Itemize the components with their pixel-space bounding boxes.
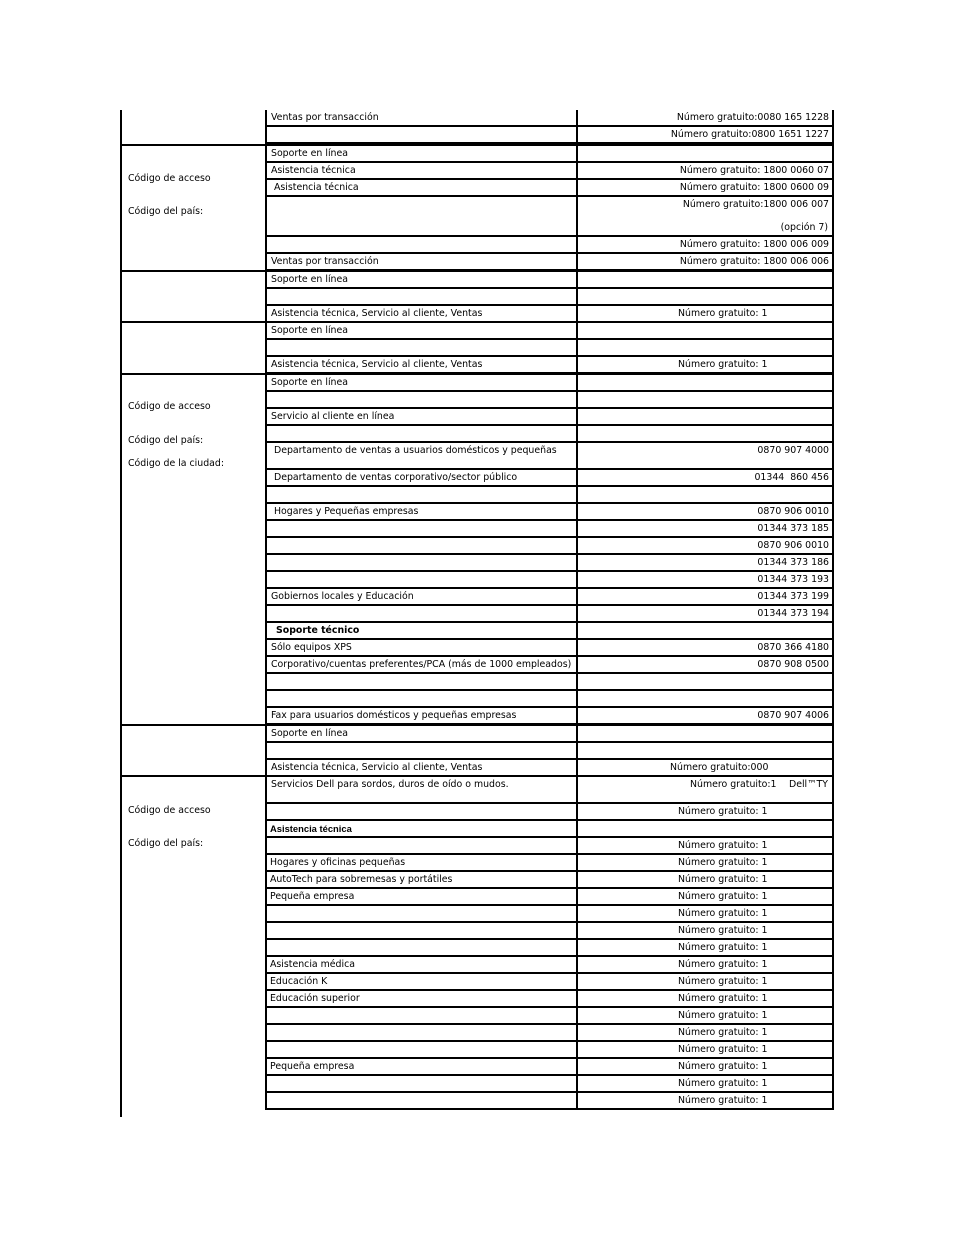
contact-rows bbox=[265, 323, 834, 374]
service-description: Asistencia técnica, Servicio al cliente, Ventas bbox=[265, 357, 576, 374]
contact-rows bbox=[265, 375, 834, 725]
service-description bbox=[265, 487, 576, 504]
table-row bbox=[265, 743, 834, 760]
phone-number: 0870 907 4000 bbox=[576, 443, 834, 470]
service-description: Gobiernos locales y Educación bbox=[265, 589, 576, 606]
contact-rows bbox=[265, 272, 834, 323]
table-row bbox=[265, 1093, 834, 1110]
contact-group-6 bbox=[120, 724, 834, 777]
access-code-label: Código de acceso bbox=[128, 805, 211, 816]
table-row bbox=[265, 940, 834, 957]
service-description: Ventas por transacción bbox=[265, 110, 576, 127]
phone-number bbox=[576, 743, 834, 760]
section-heading: Asistencia técnica bbox=[265, 821, 576, 838]
phone-number: Número gratuito:0080 165 1228 bbox=[576, 110, 834, 127]
phone-number bbox=[576, 323, 834, 340]
service-description: Pequeña empresa bbox=[265, 1059, 576, 1076]
phone-number bbox=[576, 272, 834, 289]
table-row bbox=[265, 640, 834, 657]
table-row bbox=[265, 470, 834, 487]
phone-number bbox=[576, 487, 834, 504]
phone-number bbox=[576, 146, 834, 163]
table-row bbox=[265, 1025, 834, 1042]
phone-number: Número gratuito: 1800 006 009 bbox=[576, 237, 834, 254]
table-row bbox=[265, 674, 834, 691]
country-code-cell bbox=[120, 272, 267, 323]
phone-number: Número gratuito: 1 bbox=[576, 1076, 834, 1093]
service-description: Pequeña empresa bbox=[265, 889, 576, 906]
service-description bbox=[265, 538, 576, 555]
phone-number: 0870 906 0010 bbox=[576, 538, 834, 555]
service-description bbox=[265, 340, 576, 357]
table-row bbox=[265, 392, 834, 409]
service-description: Hogares y oficinas pequeñas bbox=[265, 855, 576, 872]
phone-number bbox=[576, 426, 834, 443]
table-row bbox=[265, 606, 834, 623]
phone-number: Número gratuito: 1 bbox=[576, 872, 834, 889]
table-row bbox=[265, 254, 834, 271]
contact-group-2 bbox=[120, 144, 834, 272]
phone-number: 0870 907 4006 bbox=[576, 708, 834, 725]
country-code-cell bbox=[120, 375, 267, 726]
service-description bbox=[265, 237, 576, 254]
contact-group-7 bbox=[120, 775, 834, 1117]
service-description bbox=[265, 572, 576, 589]
contact-rows bbox=[265, 146, 834, 271]
phone-number: Número gratuito: 1 bbox=[576, 889, 834, 906]
service-description: Corporativo/cuentas preferentes/PCA (más de 1000 empleados) bbox=[265, 657, 576, 674]
table-row bbox=[265, 487, 834, 504]
table-row bbox=[265, 855, 834, 872]
phone-number: 01344 373 194 bbox=[576, 606, 834, 623]
phone-number: 01344 860 456 bbox=[576, 470, 834, 487]
access-code-label: Código de acceso bbox=[128, 401, 211, 412]
country-code-label: Código del país: bbox=[128, 838, 204, 849]
table-row bbox=[265, 974, 834, 991]
country-code-cell bbox=[120, 146, 267, 272]
phone-number: Número gratuito: 1 bbox=[576, 1093, 834, 1110]
phone-number: Número gratuito: 1 bbox=[576, 357, 834, 374]
service-description: Educación superior bbox=[265, 991, 576, 1008]
service-description bbox=[265, 804, 576, 821]
country-code-cell bbox=[120, 110, 267, 144]
service-description bbox=[265, 743, 576, 760]
contact-group-3 bbox=[120, 270, 834, 323]
table-row bbox=[265, 521, 834, 538]
service-description: Servicios Dell para sordos, duros de oído o mudos. bbox=[265, 777, 576, 804]
service-description: Asistencia médica bbox=[265, 957, 576, 974]
phone-number: Número gratuito: 1 bbox=[576, 991, 834, 1008]
service-description: Asistencia técnica bbox=[265, 180, 576, 197]
table-row bbox=[265, 163, 834, 180]
table-row bbox=[265, 146, 834, 163]
phone-number bbox=[576, 197, 834, 237]
table-row bbox=[265, 504, 834, 521]
table-row bbox=[265, 623, 834, 640]
table-row bbox=[265, 906, 834, 923]
service-description bbox=[265, 940, 576, 957]
contact-group-4 bbox=[120, 321, 834, 375]
service-description bbox=[265, 197, 576, 237]
phone-number bbox=[576, 409, 834, 426]
service-description: Soporte en línea bbox=[265, 726, 576, 743]
service-description bbox=[265, 674, 576, 691]
table-row bbox=[265, 555, 834, 572]
service-description: Departamento de ventas a usuarios domésticos y pequeñas bbox=[265, 443, 576, 470]
phone-number bbox=[576, 777, 834, 804]
section-heading: Soporte técnico bbox=[265, 623, 576, 640]
tty-label: Dell™TY bbox=[788, 779, 828, 790]
contact-group-1 bbox=[120, 110, 834, 144]
table-row bbox=[265, 889, 834, 906]
table-row bbox=[265, 777, 834, 804]
phone-number: Número gratuito: 1800 0060 07 bbox=[576, 163, 834, 180]
table-row bbox=[265, 708, 834, 725]
phone-number: Número gratuito: 1 bbox=[576, 1059, 834, 1076]
service-description bbox=[265, 923, 576, 940]
phone-number: 0870 908 0500 bbox=[576, 657, 834, 674]
phone-number bbox=[576, 623, 834, 640]
table-row bbox=[265, 589, 834, 606]
phone-number: 01344 373 193 bbox=[576, 572, 834, 589]
phone-number bbox=[576, 392, 834, 409]
table-row bbox=[265, 838, 834, 855]
contact-group-5 bbox=[120, 373, 834, 726]
table-row bbox=[265, 197, 834, 237]
phone-number bbox=[576, 375, 834, 392]
service-description: Soporte en línea bbox=[265, 272, 576, 289]
service-description bbox=[265, 127, 576, 144]
phone-number: Número gratuito: 1 bbox=[576, 855, 834, 872]
contact-rows bbox=[265, 777, 834, 1110]
service-description: Educación K bbox=[265, 974, 576, 991]
service-description bbox=[265, 426, 576, 443]
phone-number: Número gratuito:0800 1651 1227 bbox=[576, 127, 834, 144]
phone-option-note: (opción 7) bbox=[780, 222, 828, 233]
service-description bbox=[265, 555, 576, 572]
country-code-cell bbox=[120, 323, 267, 375]
phone-number bbox=[576, 289, 834, 306]
service-description: Hogares y Pequeñas empresas bbox=[265, 504, 576, 521]
phone-number bbox=[576, 726, 834, 743]
table-row bbox=[265, 957, 834, 974]
service-description bbox=[265, 1076, 576, 1093]
table-row bbox=[265, 323, 834, 340]
country-code-label: Código del país: bbox=[128, 435, 204, 446]
phone-number: 0870 366 4180 bbox=[576, 640, 834, 657]
service-description: Asistencia técnica, Servicio al cliente, Ventas bbox=[265, 760, 576, 777]
table-row bbox=[265, 1008, 834, 1025]
phone-number: Número gratuito: 1 bbox=[576, 1042, 834, 1059]
service-description bbox=[265, 289, 576, 306]
phone-number: Número gratuito: 1 bbox=[576, 838, 834, 855]
table-row bbox=[265, 726, 834, 743]
table-row bbox=[265, 538, 834, 555]
phone-number: 01344 373 186 bbox=[576, 555, 834, 572]
service-description bbox=[265, 1025, 576, 1042]
phone-number: 01344 373 185 bbox=[576, 521, 834, 538]
table-row bbox=[265, 272, 834, 289]
service-description: Asistencia técnica, Servicio al cliente, Ventas bbox=[265, 306, 576, 323]
contact-rows bbox=[265, 726, 834, 777]
contact-rows bbox=[265, 110, 834, 144]
country-code-cell bbox=[120, 726, 267, 777]
table-row bbox=[265, 872, 834, 889]
access-code-label: Código de acceso bbox=[128, 173, 211, 184]
phone-number: Número gratuito: 1800 0600 09 bbox=[576, 180, 834, 197]
table-row bbox=[265, 375, 834, 392]
table-row bbox=[265, 991, 834, 1008]
phone-number: Número gratuito: 1 bbox=[576, 306, 834, 323]
service-description bbox=[265, 691, 576, 708]
table-row bbox=[265, 110, 834, 127]
phone-number bbox=[576, 340, 834, 357]
phone-number-main: Número gratuito:1 bbox=[690, 779, 777, 790]
phone-number bbox=[576, 821, 834, 838]
table-row bbox=[265, 340, 834, 357]
phone-number: 01344 373 199 bbox=[576, 589, 834, 606]
service-description: Servicio al cliente en línea bbox=[265, 409, 576, 426]
table-row bbox=[265, 1042, 834, 1059]
table-row bbox=[265, 923, 834, 940]
phone-number bbox=[576, 691, 834, 708]
table-row bbox=[265, 821, 834, 838]
phone-number: Número gratuito: 1 bbox=[576, 957, 834, 974]
phone-number: Número gratuito: 1 bbox=[576, 1008, 834, 1025]
service-description bbox=[265, 606, 576, 623]
service-description: Asistencia técnica bbox=[265, 163, 576, 180]
table-row bbox=[265, 409, 834, 426]
phone-number: Número gratuito:000 bbox=[576, 760, 834, 777]
table-row bbox=[265, 180, 834, 197]
service-description bbox=[265, 838, 576, 855]
phone-number: 0870 906 0010 bbox=[576, 504, 834, 521]
service-description: Ventas por transacción bbox=[265, 254, 576, 271]
service-description: Sólo equipos XPS bbox=[265, 640, 576, 657]
service-description bbox=[265, 1042, 576, 1059]
phone-number: Número gratuito: 1 bbox=[576, 923, 834, 940]
phone-number-main: Número gratuito:1800 006 007 bbox=[682, 199, 829, 210]
table-row bbox=[265, 426, 834, 443]
phone-number: Número gratuito: 1 bbox=[576, 940, 834, 957]
table-row bbox=[265, 804, 834, 821]
phone-number: Número gratuito: 1 bbox=[576, 974, 834, 991]
phone-number: Número gratuito: 1 bbox=[576, 906, 834, 923]
service-description: Fax para usuarios domésticos y pequeñas empresas bbox=[265, 708, 576, 725]
table-row bbox=[265, 357, 834, 374]
table-row bbox=[265, 1076, 834, 1093]
table-row bbox=[265, 657, 834, 674]
phone-number bbox=[576, 674, 834, 691]
table-row bbox=[265, 691, 834, 708]
table-row bbox=[265, 572, 834, 589]
table-row bbox=[265, 237, 834, 254]
phone-number: Número gratuito: 1 bbox=[576, 1025, 834, 1042]
service-description bbox=[265, 521, 576, 538]
service-description: Soporte en línea bbox=[265, 146, 576, 163]
service-description bbox=[265, 392, 576, 409]
country-code-cell bbox=[120, 777, 267, 1117]
table-row bbox=[265, 127, 834, 144]
city-code-label: Código de la ciudad: bbox=[128, 458, 225, 469]
service-description bbox=[265, 1008, 576, 1025]
service-description bbox=[265, 906, 576, 923]
table-row bbox=[265, 289, 834, 306]
service-description bbox=[265, 1093, 576, 1110]
table-row bbox=[265, 1059, 834, 1076]
service-description: Soporte en línea bbox=[265, 323, 576, 340]
service-description: AutoTech para sobremesas y portátiles bbox=[265, 872, 576, 889]
phone-number: Número gratuito: 1 bbox=[576, 804, 834, 821]
table-row bbox=[265, 443, 834, 470]
country-code-label: Código del país: bbox=[128, 206, 204, 217]
phone-number: Número gratuito: 1800 006 006 bbox=[576, 254, 834, 271]
service-description: Soporte en línea bbox=[265, 375, 576, 392]
service-description: Departamento de ventas corporativo/sector público bbox=[265, 470, 576, 487]
